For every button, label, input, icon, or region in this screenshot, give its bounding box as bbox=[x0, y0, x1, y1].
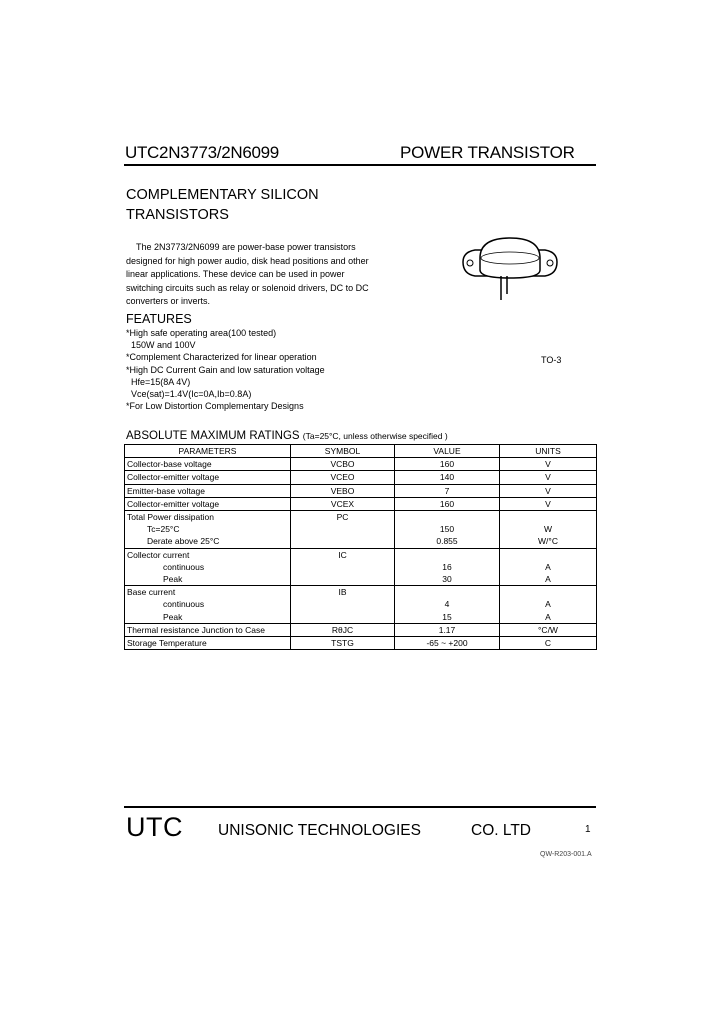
sub-value: 150 bbox=[439, 524, 455, 535]
features-list bbox=[126, 327, 386, 412]
header-divider bbox=[124, 164, 596, 166]
param-cell bbox=[125, 586, 291, 624]
header-cell: VALUE bbox=[395, 445, 500, 458]
param-cell: Emitter-base voltage bbox=[125, 484, 291, 497]
company-name: UNISONIC TECHNOLOGIES bbox=[218, 822, 421, 839]
param-label: Base current bbox=[127, 587, 176, 598]
unit-cell bbox=[500, 511, 597, 549]
sub-unit: A bbox=[545, 599, 551, 610]
sub-value: 30 bbox=[442, 574, 452, 585]
unit-cell bbox=[500, 548, 597, 586]
description bbox=[126, 241, 371, 309]
footer-divider bbox=[124, 806, 596, 808]
symbol-cell: TSTG bbox=[291, 637, 395, 650]
symbol-cell: VCBO bbox=[291, 458, 395, 471]
feature-item: *For Low Distortion Complementary Designs bbox=[126, 401, 304, 412]
value-cell: 1.17 bbox=[395, 623, 500, 636]
company-logo: UTC bbox=[126, 812, 183, 842]
value-cell bbox=[395, 548, 500, 586]
param-cell: Collector-emitter voltage bbox=[125, 471, 291, 484]
symbol-cell: IB bbox=[291, 586, 395, 624]
table-row bbox=[125, 623, 597, 636]
unit-cell: V bbox=[500, 484, 597, 497]
param-cell: Collector-base voltage bbox=[125, 458, 291, 471]
value-cell bbox=[395, 586, 500, 624]
company-suffix: CO. LTD bbox=[471, 822, 531, 839]
to3-package-image bbox=[455, 232, 565, 308]
feature-item: *Complement Characterized for linear operation bbox=[126, 352, 317, 363]
ratings-title bbox=[126, 430, 448, 442]
sub-label: Peak bbox=[163, 574, 183, 585]
table-row bbox=[125, 511, 597, 549]
header-cell: SYMBOL bbox=[291, 445, 395, 458]
sub-value: 15 bbox=[442, 611, 452, 622]
sub-value: 4 bbox=[444, 599, 450, 610]
sub-label: Derate above 25°C bbox=[147, 536, 220, 547]
description-text: The 2N3773/2N6099 are power-base power transistors designed for high power audio, disk head positions and other linear applications. These device can be used in power switching circuits such as relay or solenoid drivers, DC to DC converters or inverts. bbox=[126, 242, 369, 307]
package-label: TO-3 bbox=[541, 355, 562, 365]
param-cell: Collector-emitter voltage bbox=[125, 497, 291, 510]
param-label: Collector current bbox=[127, 549, 190, 560]
category-title: POWER TRANSISTOR bbox=[400, 143, 575, 162]
unit-cell: C bbox=[500, 637, 597, 650]
table-row bbox=[125, 471, 597, 484]
symbol-cell: VEBO bbox=[291, 484, 395, 497]
value-cell: -65 ~ +200 bbox=[395, 637, 500, 650]
table-row bbox=[125, 548, 597, 586]
table-row bbox=[125, 458, 597, 471]
feature-item: *High safe operating area(100 tested) bbox=[126, 328, 277, 338]
symbol-cell: VCEO bbox=[291, 471, 395, 484]
table-row bbox=[125, 484, 597, 497]
unit-cell: V bbox=[500, 458, 597, 471]
param-cell: Storage Temperature bbox=[125, 637, 291, 650]
sub-unit: A bbox=[545, 611, 551, 622]
part-number: UTC2N3773/2N6099 bbox=[125, 143, 279, 162]
ratings-condition: (Ta=25°C, unless otherwise specified ) bbox=[302, 431, 448, 441]
param-cell bbox=[125, 511, 291, 549]
sub-unit: A bbox=[545, 561, 551, 572]
header-cell: UNITS bbox=[500, 445, 597, 458]
symbol-cell: PC bbox=[291, 511, 395, 549]
param-cell bbox=[125, 548, 291, 586]
sub-label: continuous bbox=[163, 599, 205, 610]
document-title: COMPLEMENTARY SILICON TRANSISTORS bbox=[126, 187, 319, 223]
ratings-title-text: ABSOLUTE MAXIMUM RATINGS bbox=[126, 430, 300, 442]
value-cell: 160 bbox=[395, 458, 500, 471]
param-label: Total Power dissipation bbox=[127, 512, 214, 523]
features-heading: FEATURES bbox=[126, 312, 192, 326]
unit-cell: V bbox=[500, 471, 597, 484]
table-row bbox=[125, 586, 597, 624]
value-cell: 140 bbox=[395, 471, 500, 484]
symbol-cell: RθJC bbox=[291, 623, 395, 636]
unit-cell bbox=[500, 586, 597, 624]
document-code: QW-R203-001.A bbox=[540, 851, 592, 858]
sub-label: Tc=25°C bbox=[147, 524, 180, 535]
value-cell: 7 bbox=[395, 484, 500, 497]
ratings-table bbox=[124, 444, 597, 650]
table-row bbox=[125, 497, 597, 510]
unit-cell: V bbox=[500, 497, 597, 510]
sub-unit: W/°C bbox=[538, 536, 558, 547]
feature-item: 150W and 100V bbox=[131, 340, 196, 351]
value-cell bbox=[395, 511, 500, 549]
symbol-cell: VCEX bbox=[291, 497, 395, 510]
sub-value: 16 bbox=[442, 561, 452, 572]
value-cell: 160 bbox=[395, 497, 500, 510]
sub-unit: A bbox=[545, 574, 551, 585]
feature-item: Hfe=15(8A 4V) bbox=[131, 376, 191, 387]
sub-label: continuous bbox=[163, 561, 205, 572]
table-row bbox=[125, 637, 597, 650]
unit-cell: °C/W bbox=[500, 623, 597, 636]
feature-item: Vce(sat)=1.4V(Ic=0A,Ib=0.8A) bbox=[131, 389, 252, 400]
symbol-cell: IC bbox=[291, 548, 395, 586]
page-number: 1 bbox=[585, 824, 591, 835]
param-cell: Thermal resistance Junction to Case bbox=[125, 623, 291, 636]
sub-unit: W bbox=[543, 524, 553, 535]
table-header-row bbox=[125, 445, 597, 458]
feature-item: *High DC Current Gain and low saturation voltage bbox=[126, 364, 325, 375]
header-cell: PARAMETERS bbox=[125, 445, 291, 458]
sub-label: Peak bbox=[163, 611, 183, 622]
sub-value: 0.855 bbox=[436, 536, 458, 547]
